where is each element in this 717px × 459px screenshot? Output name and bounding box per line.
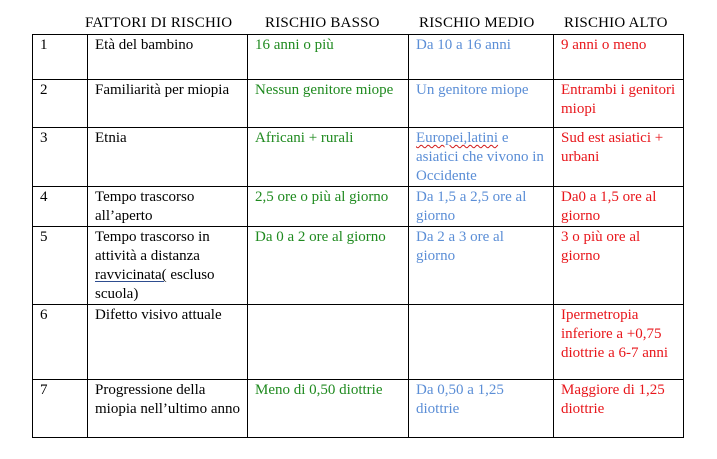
high-risk-cell: 3 o più ore al giorno xyxy=(554,227,684,305)
medium-risk-cell xyxy=(409,305,554,380)
medium-risk-cell: Da 0,50 a 1,25 diottrie xyxy=(409,380,554,438)
factor-text: Tempo trascorso in attività a distanza xyxy=(95,229,210,264)
low-risk-cell: Da 0 a 2 ore al giorno xyxy=(248,227,409,305)
high-risk-cell: Da0 a 1,5 ore al giorno xyxy=(554,187,684,227)
medium-risk-cell: Da 10 a 16 anni xyxy=(409,35,554,80)
factor-cell: Etnia xyxy=(88,128,248,187)
medium-risk-text: e asiatici che vivono in Occidente xyxy=(416,130,544,184)
low-risk-cell: 16 anni o più xyxy=(248,35,409,80)
table-header-row xyxy=(32,15,683,35)
high-risk-cell: Ipermetropia inferiore a +0,75 diottrie a 6-7 anni xyxy=(554,305,684,380)
spellcheck-underlined-text: Europei,latini xyxy=(416,130,499,146)
header-medium-risk: RISCHIO MEDIO xyxy=(419,15,535,31)
medium-risk-cell: Da 2 a 3 ore al giorno xyxy=(409,227,554,305)
row-number: 5 xyxy=(33,227,88,305)
grammar-underlined-text: ravvicinata( xyxy=(95,267,167,283)
low-risk-cell: Africani + rurali xyxy=(248,128,409,187)
factor-cell: Età del bambino xyxy=(88,35,248,80)
factor-cell: Familiarità per miopia xyxy=(88,80,248,128)
high-risk-cell: Maggiore di 1,25 diottrie xyxy=(554,380,684,438)
factor-cell: Progressione della miopia nell’ultimo anno xyxy=(88,380,248,438)
low-risk-cell: 2,5 ore o più al giorno xyxy=(248,187,409,227)
table-row xyxy=(33,128,684,187)
row-number: 1 xyxy=(33,35,88,80)
header-high-risk: RISCHIO ALTO xyxy=(564,15,668,31)
row-number: 2 xyxy=(33,80,88,128)
low-risk-cell: Meno di 0,50 diottrie xyxy=(248,380,409,438)
factor-cell: Tempo trascorso all’aperto xyxy=(88,187,248,227)
header-low-risk: RISCHIO BASSO xyxy=(265,15,380,31)
factor-text: escluso scuola) xyxy=(95,267,215,302)
high-risk-cell: 9 anni o meno xyxy=(554,35,684,80)
table-row xyxy=(33,35,684,80)
factor-cell xyxy=(88,227,248,305)
medium-risk-cell: Da 1,5 a 2,5 ore al giorno xyxy=(409,187,554,227)
header-factors: FATTORI DI RISCHIO xyxy=(85,15,233,31)
high-risk-cell: Sud est asiatici + urbani xyxy=(554,128,684,187)
table-row xyxy=(33,80,684,128)
row-number: 6 xyxy=(33,305,88,380)
low-risk-cell: Nessun genitore miope xyxy=(248,80,409,128)
medium-risk-cell xyxy=(409,128,554,187)
low-risk-cell xyxy=(248,305,409,380)
high-risk-cell: Entrambi i genitori miopi xyxy=(554,80,684,128)
table-row xyxy=(33,227,684,305)
row-number: 4 xyxy=(33,187,88,227)
table-row xyxy=(33,187,684,227)
risk-factors-table xyxy=(32,34,684,438)
row-number: 7 xyxy=(33,380,88,438)
factor-cell: Difetto visivo attuale xyxy=(88,305,248,380)
medium-risk-cell: Un genitore miope xyxy=(409,80,554,128)
row-number: 3 xyxy=(33,128,88,187)
table-row xyxy=(33,380,684,438)
table-row xyxy=(33,305,684,380)
